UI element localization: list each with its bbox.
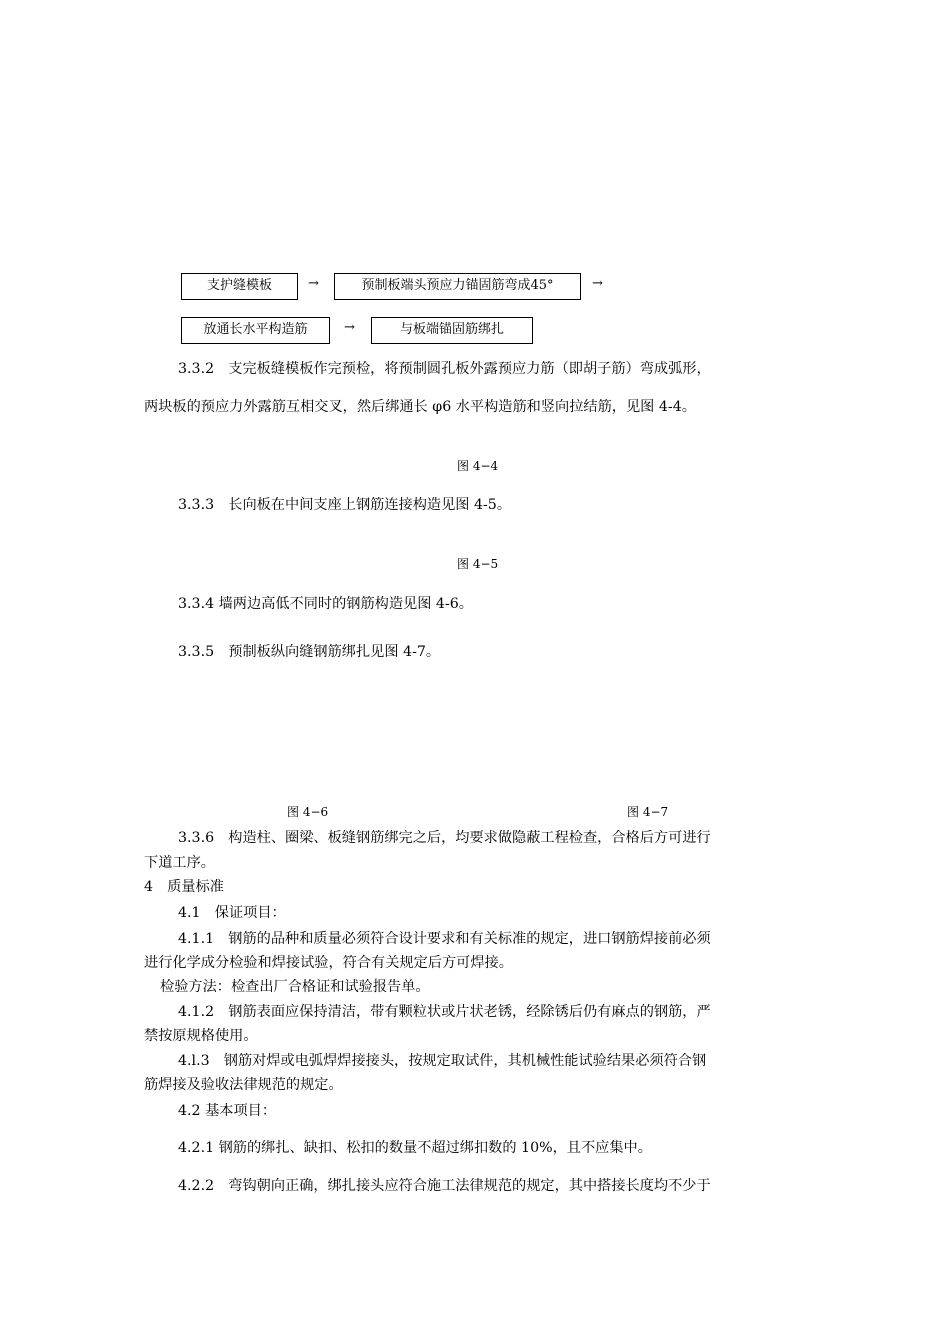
para-4-2-1: 4.2.1 钢筋的绑扎、缺扣、松扣的数量不超过绑扣数的 10%，且不应集中。 [178, 1140, 652, 1156]
para-4-1-1-line1: 4.1.1 钢筋的品种和质量必须符合设计要求和有关标准的规定，进口钢筋焊接前必须 [178, 931, 711, 947]
flow-box-tie-anchor: 与板端锚固筋绑扎 [371, 317, 533, 344]
para-3-3-2-line1: 3.3.2 支完板缝模板作完预检，将预制圆孔板外露预应力筋（即胡子筋）弯成弧形， [178, 361, 711, 377]
para-4-1-1-line2: 进行化学成分检验和焊接试验，符合有关规定后方可焊接。 [144, 955, 513, 971]
para-3-3-6-line1: 3.3.6 构造柱、圈梁、板缝钢筋绑完之后，均要求做隐蔽工程检查，合格后方可进行 [178, 830, 711, 846]
para-4-1: 4.1 保证项目： [178, 905, 286, 921]
para-4-2-2: 4.2.2 弯钩朝向正确，绑扎接头应符合施工法律规范的规定，其中搭接长度均不少于 [178, 1178, 711, 1194]
figure-caption-4-6: 图 4−6 [287, 805, 329, 819]
figure-caption-4-4: 图 4−4 [457, 459, 499, 473]
flow-box-support-formwork: 支护缝模板 [181, 273, 298, 300]
para-3-3-3: 3.3.3 长向板在中间支座上钢筋连接构造见图 4-5。 [178, 497, 512, 513]
para-3-3-4: 3.3.4 墙两边高低不同时的钢筋构造见图 4-6。 [178, 596, 473, 612]
figure-caption-4-7: 图 4−7 [627, 805, 669, 819]
para-4-1-3-line2: 筋焊接及验收法律规范的规定。 [144, 1077, 343, 1093]
para-3-3-6-line2: 下道工序。 [144, 855, 215, 871]
flow-box-horizontal-bars: 放通长水平构造筋 [181, 317, 330, 344]
para-4-1-3-line1: 4.l.3 钢筋对焊或电弧焊焊接接头，按规定取试件，其机械性能试验结果必须符合钢 [178, 1053, 707, 1069]
flow-arrow-2: → [592, 276, 603, 291]
para-3-3-5: 3.3.5 预制板纵向缝钢筋绑扎见图 4-7。 [178, 644, 441, 660]
para-4-1-2-line2: 禁按原规格使用。 [144, 1028, 258, 1044]
para-4-1-2-line1: 4.1.2 钢筋表面应保持清洁，带有颗粒状或片状老锈，经除锈后仍有麻点的钢筋，严 [178, 1004, 711, 1020]
figure-caption-4-5: 图 4−5 [457, 557, 499, 571]
inspection-method: 检验方法：检查出厂合格证和试验报告单。 [160, 979, 430, 995]
flow-arrow-1: → [308, 276, 319, 291]
para-4-2: 4.2 基本项目： [178, 1103, 277, 1119]
flow-box-bend-anchor-bars: 预制板端头预应力锚固筋弯成45° [334, 273, 581, 300]
flow-arrow-3: → [344, 320, 355, 335]
para-3-3-2-line2: 两块板的预应力外露筋互相交叉，然后绑通长 φ6 水平构造筋和竖向拉结筋，见图 4-4。 [144, 399, 696, 415]
section-heading-4: 4 质量标准 [144, 879, 224, 895]
